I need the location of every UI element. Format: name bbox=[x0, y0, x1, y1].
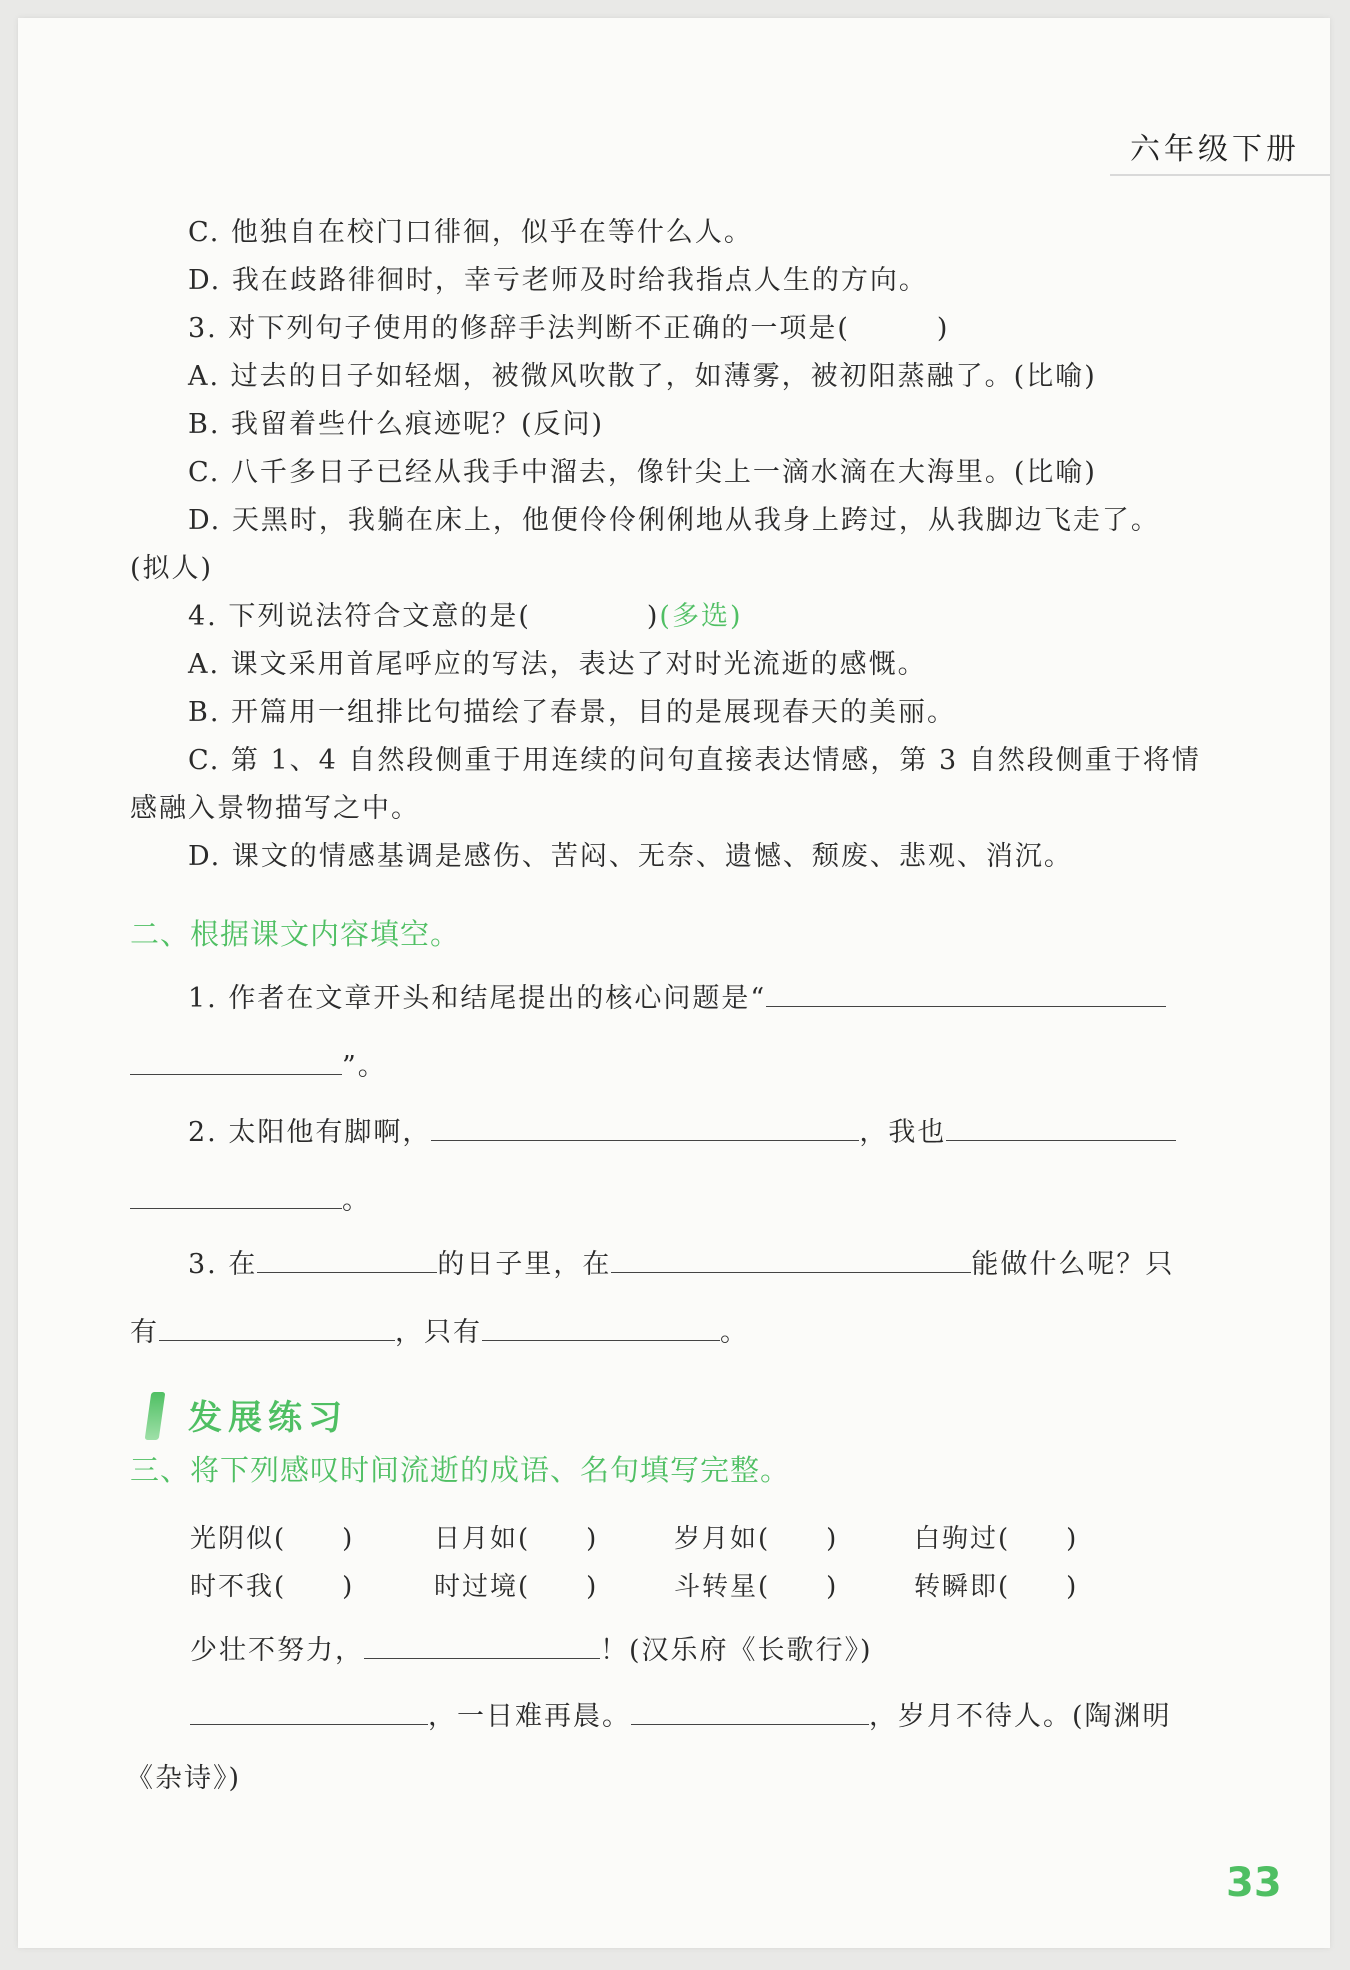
p2-q2-end: 。 bbox=[342, 1185, 371, 1216]
section-3-title: 三、将下列感叹时间流逝的成语、名句填写完整。 bbox=[130, 1453, 791, 1487]
idiom-2: 日月如( ) bbox=[434, 1524, 599, 1554]
q3-option-d-line2: (拟人) bbox=[130, 553, 214, 584]
p2-q2-blank-c[interactable] bbox=[130, 1182, 342, 1209]
header-tab bbox=[1110, 118, 1330, 176]
q4-option-d: D. 课文的情感基调是感伤、苦闷、无奈、遗憾、颓废、悲观、消沉。 bbox=[188, 841, 1073, 872]
poem-2-mid: ，一日难再晨。 bbox=[428, 1701, 631, 1732]
q4-option-b: B. 开篇用一组排比句描绘了春景，目的是展现春天的美丽。 bbox=[188, 697, 957, 728]
q4-option-c-line2: 感融入景物描写之中。 bbox=[130, 793, 420, 824]
p2-q1-blank-b[interactable] bbox=[130, 1048, 342, 1075]
q4-stem bbox=[188, 600, 743, 634]
q2-option-d: D. 我在歧路徘徊时，幸亏老师及时给我指点人生的方向。 bbox=[188, 265, 928, 296]
development-bar-icon bbox=[145, 1392, 166, 1440]
p2-q3-line1 bbox=[188, 1246, 1174, 1282]
p2-q1-line1 bbox=[188, 980, 1166, 1016]
q4-multi-note: (多选) bbox=[659, 601, 743, 632]
idiom-1: 光阴似( ) bbox=[190, 1524, 355, 1554]
p2-q1-suffix: ”。 bbox=[342, 1051, 387, 1082]
idiom-7: 斗转星( ) bbox=[674, 1572, 839, 1602]
poem-2-blank-b[interactable] bbox=[631, 1698, 869, 1725]
q4-option-c-line1: C. 第 1、4 自然段侧重于用连续的问句直接表达情感，第 3 自然段侧重于将情 bbox=[188, 745, 1201, 776]
poem-1-line bbox=[190, 1632, 873, 1668]
p2-q3-blank-d[interactable] bbox=[482, 1314, 720, 1341]
p2-q1-prefix: 1. 作者在文章开头和结尾提出的核心问题是“ bbox=[188, 983, 767, 1014]
development-title: 发展练习 bbox=[188, 1398, 348, 1438]
q3-option-b: B. 我留着些什么痕迹呢？(反问) bbox=[188, 409, 605, 440]
p2-q2-blank-b[interactable] bbox=[946, 1114, 1176, 1141]
p2-q3-line2 bbox=[130, 1314, 749, 1350]
poem-1-suffix: ！(汉乐府《长歌行》) bbox=[600, 1635, 873, 1666]
workbook-page bbox=[18, 18, 1330, 1948]
p2-q3-mid2: 能做什么呢？只 bbox=[971, 1249, 1175, 1280]
poem-1-prefix: 少壮不努力， bbox=[190, 1635, 364, 1666]
p2-q2-line2 bbox=[130, 1182, 371, 1218]
p2-q3-blank-b[interactable] bbox=[611, 1246, 971, 1273]
poem-2-suffix: ，岁月不待人。(陶渊明 bbox=[869, 1701, 1172, 1732]
q4-stem-text: 4. 下列说法符合文意的是( ) bbox=[188, 601, 660, 632]
q3-option-c: C. 八千多日子已经从我手中溜去，像针尖上一滴水滴在大海里。(比喻) bbox=[188, 457, 1097, 488]
p2-q2-blank-a[interactable] bbox=[431, 1114, 859, 1141]
idiom-4: 白驹过( ) bbox=[914, 1524, 1079, 1554]
idiom-5: 时不我( ) bbox=[190, 1572, 355, 1602]
q3-option-a: A. 过去的日子如轻烟，被微风吹散了，如薄雾，被初阳蒸融了。(比喻) bbox=[188, 361, 1097, 392]
p2-q3-prefix: 3. 在 bbox=[188, 1249, 258, 1280]
poem-2-blank-a[interactable] bbox=[190, 1698, 428, 1725]
page-number: 33 bbox=[1226, 1860, 1282, 1906]
p2-q3-line2-end: 。 bbox=[720, 1317, 749, 1348]
q2-option-c: C. 他独自在校门口徘徊，似乎在等什么人。 bbox=[188, 217, 753, 248]
q3-stem: 3. 对下列句子使用的修辞手法判断不正确的一项是( ) bbox=[188, 313, 950, 344]
p2-q1-blank-a[interactable] bbox=[766, 980, 1166, 1007]
p2-q3-mid1: 的日子里，在 bbox=[437, 1249, 612, 1280]
p2-q1-line2 bbox=[130, 1048, 387, 1084]
idiom-3: 岁月如( ) bbox=[674, 1524, 839, 1554]
idiom-8: 转瞬即( ) bbox=[914, 1572, 1079, 1602]
p2-q3-blank-a[interactable] bbox=[257, 1246, 437, 1273]
poem-2-line1 bbox=[190, 1698, 1172, 1734]
idiom-6: 时过境( ) bbox=[434, 1572, 599, 1602]
grade-label: 六年级下册 bbox=[1130, 132, 1300, 167]
p2-q2-prefix: 2. 太阳他有脚啊， bbox=[188, 1117, 432, 1148]
p2-q2-line1 bbox=[188, 1114, 1176, 1150]
p2-q2-mid: ，我也 bbox=[859, 1117, 947, 1148]
section-2-title: 二、根据课文内容填空。 bbox=[130, 917, 461, 951]
p2-q3-blank-c[interactable] bbox=[159, 1314, 395, 1341]
poem-2-line2: 《杂诗》) bbox=[126, 1763, 242, 1794]
p2-q3-line2-prefix: 有 bbox=[130, 1317, 159, 1348]
poem-1-blank[interactable] bbox=[364, 1632, 600, 1659]
q3-option-d-line1: D. 天黑时，我躺在床上，他便伶伶俐俐地从我身上跨过，从我脚边飞走了。 bbox=[188, 505, 1160, 536]
p2-q3-line2-mid: ，只有 bbox=[395, 1317, 482, 1348]
q4-option-a: A. 课文采用首尾呼应的写法，表达了对时光流逝的感慨。 bbox=[188, 649, 927, 680]
